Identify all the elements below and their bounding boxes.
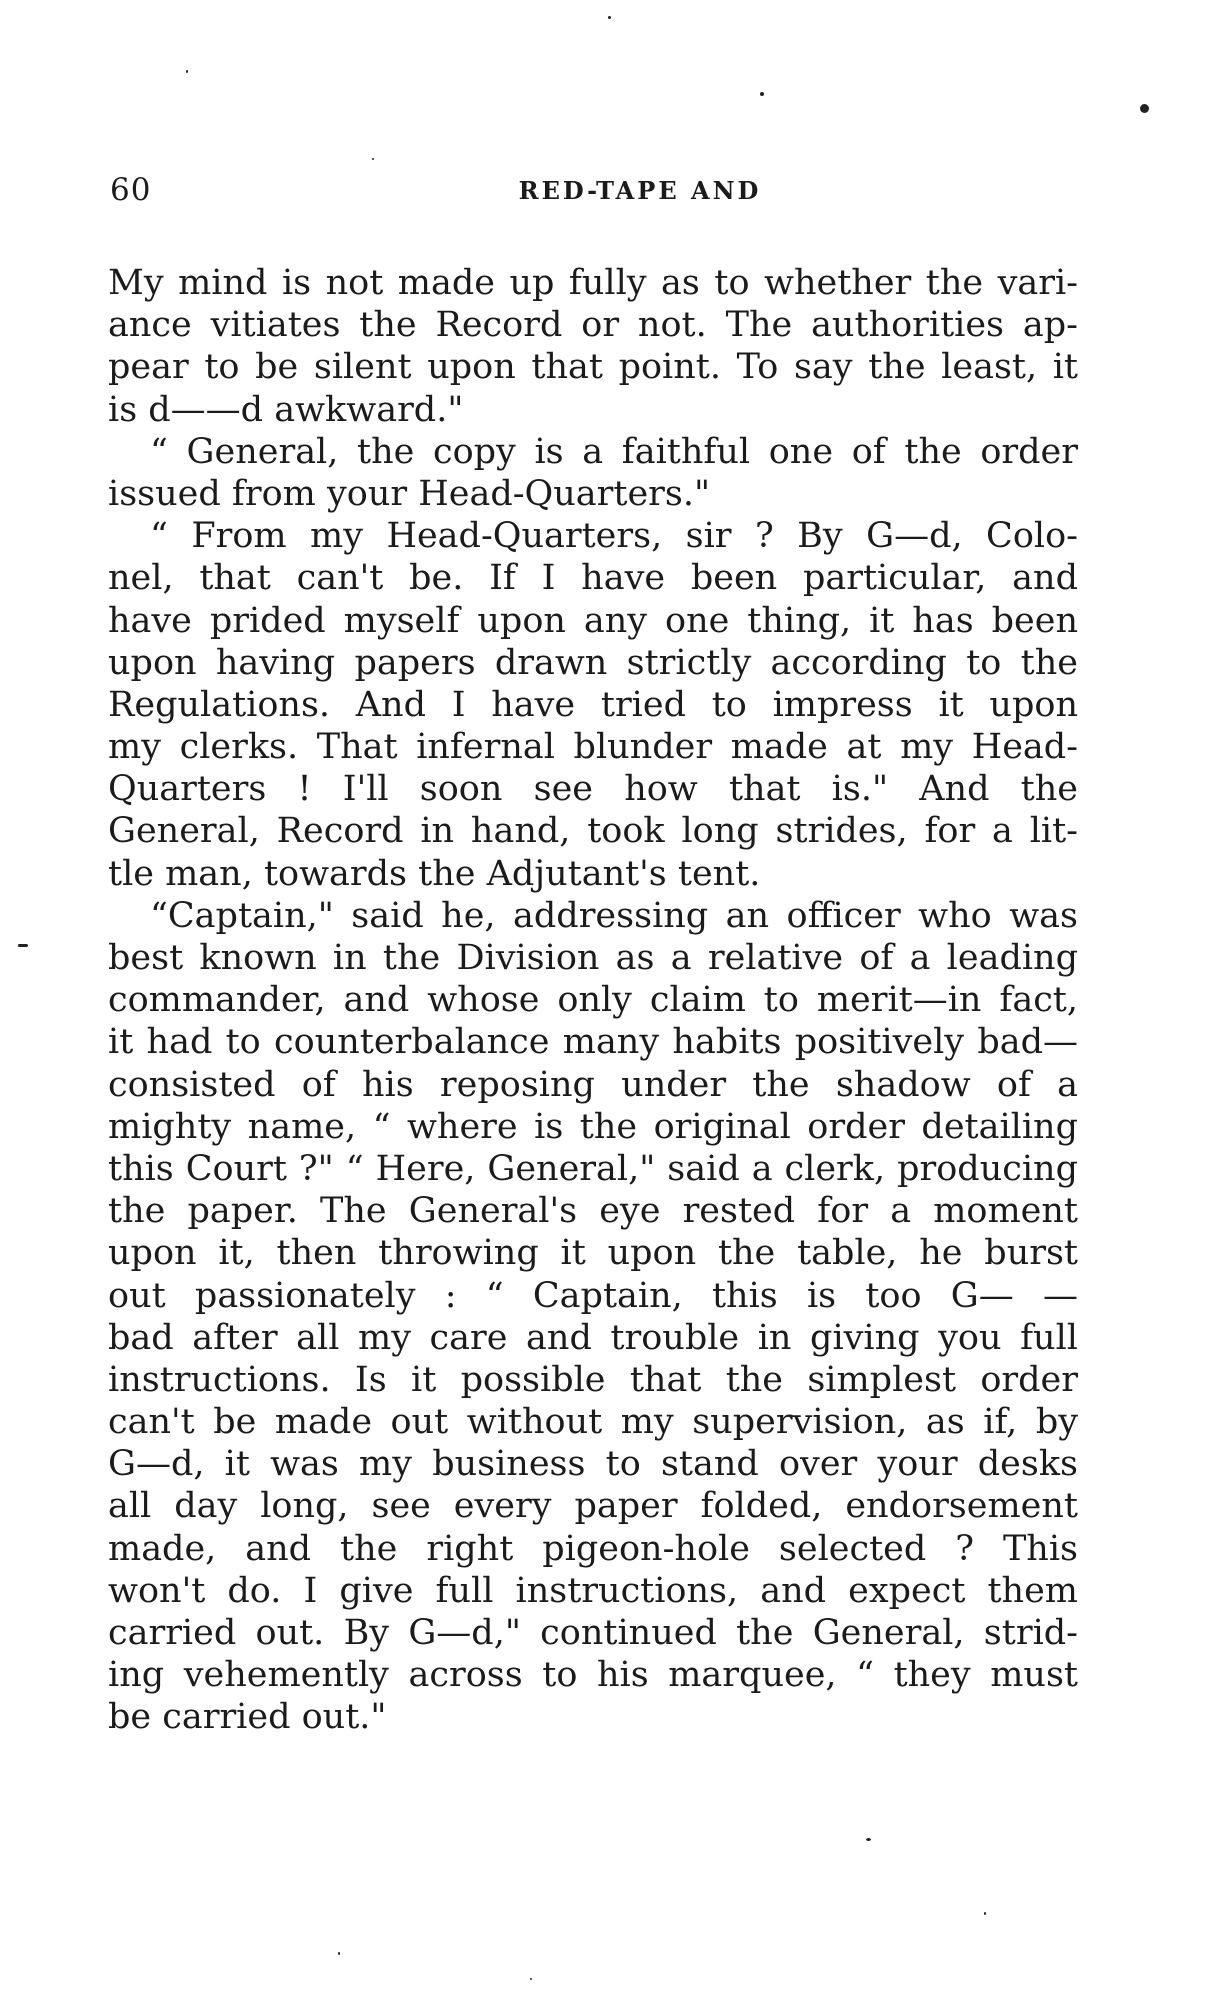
text-line: all day long, see every paper folded, endorsement	[108, 1486, 1078, 1527]
text-line: consisted of his reposing under the shadow of a	[108, 1064, 1078, 1105]
text-line: out passionately : “ Captain, this is too G— —	[108, 1275, 1078, 1316]
text-line: “ General, the copy is a faithful one of the order	[150, 431, 1078, 472]
text-line: carried out. By G—d," continued the General, strid-	[108, 1613, 1078, 1653]
text-line: commander, and whose only claim to merit—in fact,	[108, 980, 1078, 1021]
text-line: pear to be silent upon that point. To say the least, it	[108, 347, 1078, 388]
text-line: the paper. The General's eye rested for a moment	[108, 1191, 1078, 1232]
text-line: upon having papers drawn strictly according to the	[108, 642, 1078, 683]
text-line: nel, that can't be. If I have been particular, and	[108, 558, 1078, 599]
text-line: issued from your Head-Quarters."	[108, 473, 711, 514]
text-line: G—d, it was my business to stand over your desks	[108, 1444, 1078, 1485]
text-line: best known in the Division as a relative of a leading	[108, 938, 1078, 978]
text-line: My mind is not made up fully as to whether the vari-	[108, 263, 1078, 303]
print-speck	[338, 1952, 340, 1955]
page-header	[110, 172, 1076, 222]
text-line: Regulations. And I have tried to impress it upon	[108, 684, 1078, 725]
text-line: have prided myself upon any one thing, it has been	[108, 600, 1078, 641]
text-line: bad after all my care and trouble in giving you full	[108, 1317, 1078, 1358]
text-line: made, and the right pigeon-hole selected ? This	[108, 1528, 1078, 1569]
print-speck	[530, 1978, 532, 1980]
text-line: can't be made out without my supervision, as if, by	[108, 1402, 1078, 1443]
print-speck	[608, 16, 611, 19]
text-line: ance vitiates the Record or not. The authorities ap-	[108, 305, 1078, 346]
page-number: 60	[110, 172, 152, 208]
print-speck	[186, 70, 188, 73]
text-line: mighty name, “ where is the original order detailing	[108, 1106, 1078, 1147]
text-line: upon it, then throwing it upon the table, he burst	[108, 1233, 1078, 1274]
body-text	[108, 262, 1078, 1792]
print-speck	[18, 944, 28, 947]
print-speck	[372, 158, 374, 160]
text-line: my clerks. That infernal blunder made at my Head-	[108, 727, 1078, 768]
text-line: instructions. Is it possible that the simplest order	[108, 1359, 1078, 1400]
text-line: is d——d awkward."	[108, 389, 464, 430]
text-line: “Captain," said he, addressing an officer who was	[150, 895, 1078, 936]
print-speck	[866, 1838, 871, 1841]
print-speck	[1140, 104, 1149, 113]
text-line: won't do. I give full instructions, and expect them	[108, 1570, 1078, 1611]
text-line: ing vehemently across to his marquee, “ they must	[108, 1655, 1078, 1696]
text-line: this Court ?" “ Here, General," said a clerk, producing	[108, 1148, 1078, 1189]
text-line: be carried out."	[108, 1697, 387, 1738]
text-line: “ From my Head-Quarters, sir ? By G—d, Colo-	[150, 516, 1078, 557]
running-head: RED-TAPE AND	[518, 176, 762, 205]
text-line: Quarters ! I'll soon see how that is." And the	[108, 769, 1078, 810]
print-speck	[984, 1912, 986, 1915]
print-speck	[760, 92, 764, 96]
text-line: it had to counterbalance many habits positively bad—	[108, 1022, 1078, 1063]
text-line: tle man, towards the Adjutant's tent.	[108, 853, 761, 894]
text-line: General, Record in hand, took long strides, for a lit-	[108, 811, 1078, 852]
